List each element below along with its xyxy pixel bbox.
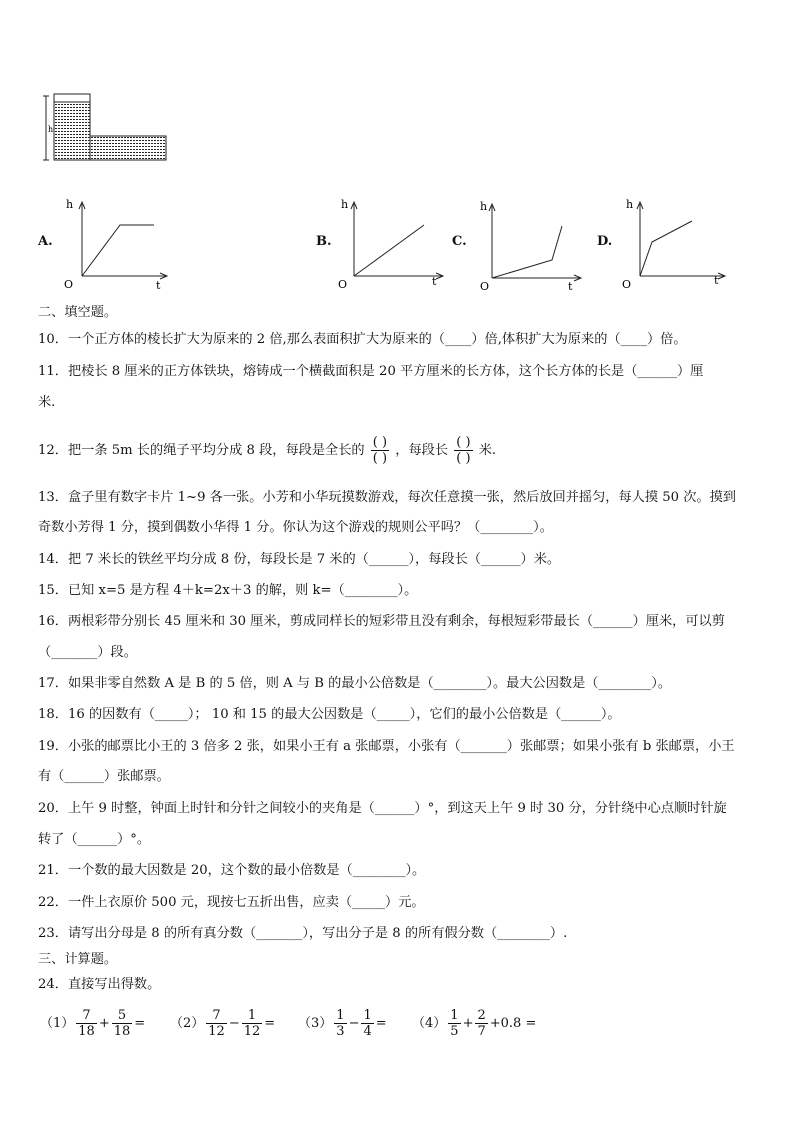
- calc-denominator: 12: [208, 1024, 225, 1039]
- option-b-label: B.: [316, 234, 332, 249]
- calc-item-label: （1）: [40, 1016, 75, 1031]
- question-18: 18．16 的因数有（_____）； 10 和 15 的最大公因数是（_____），它们的最小公倍数是（______）。: [38, 707, 621, 722]
- question-13-line1: 13．盒子里有数字卡片 1~9 各一张。小芳和小华玩摸数游戏，每次任意摸一张，然后放回并摇匀，每人摸 50 次。摸到: [38, 490, 736, 505]
- question-12-fraction-1: [371, 435, 389, 466]
- option-c-label: C.: [452, 234, 467, 249]
- fraction-1-denominator: ( ): [372, 451, 388, 466]
- option-d-label: D.: [597, 234, 613, 249]
- question-22: 22．一件上衣原价 500 元，现按七五折出售，应卖（_____）元。: [38, 895, 425, 910]
- option-b-axis-h: h: [341, 198, 349, 211]
- container-figure: [40, 92, 170, 164]
- calc-denominator: 12: [243, 1024, 261, 1039]
- option-c-origin: O: [480, 280, 490, 293]
- option-b-graph: [338, 196, 450, 292]
- calc-denominator: 5: [450, 1024, 459, 1039]
- option-a-label: A.: [38, 234, 53, 249]
- calc-item-label: （3）: [298, 1016, 333, 1031]
- calc-denominator: 7: [477, 1024, 486, 1039]
- question-17: 17．如果非零自然数 A 是 B 的 5 倍，则 A 与 B 的最小公倍数是（________）。最大公因数是（________）。: [38, 676, 672, 691]
- calc-operator: −: [348, 1016, 360, 1031]
- fraction-1-numerator: ( ): [372, 435, 388, 450]
- calc-operator: −: [228, 1016, 240, 1031]
- calc-item-1: [40, 1008, 145, 1039]
- calc-denominator: 3: [336, 1024, 345, 1039]
- option-b-origin: O: [338, 278, 348, 291]
- calc-numerator: 1: [450, 1008, 459, 1023]
- calc-item-2: [170, 1008, 275, 1039]
- option-c-graph: [478, 198, 590, 294]
- question-19-line1: 19．小张的邮票比小王的 3 倍多 2 张，如果小王有 a 张邮票，小张有（_______）张邮票；如果小张有 b 张邮票，小王: [38, 739, 735, 754]
- option-a-graph: [62, 196, 174, 292]
- option-a-axis-t: t: [156, 279, 161, 292]
- calc-operator: +: [462, 1016, 474, 1031]
- calc-numerator: 1: [363, 1008, 372, 1023]
- option-d-graph: [622, 196, 734, 292]
- question-21: 21．一个数的最大因数是 20，这个数的最小倍数是（________）。: [38, 863, 426, 878]
- question-12-text-a: 12．把一条 5m 长的绳子平均分成 8 段，每段是全长的: [38, 443, 365, 458]
- question-19-line2: 有（______）张邮票。: [38, 769, 170, 784]
- calc-item-label: （4）: [412, 1016, 447, 1031]
- question-10: 10．一个正方体的棱长扩大为原来的 2 倍,那么表面积扩大为原来的（____）倍,体积扩大为原来的（____）倍。: [38, 332, 687, 347]
- calc-numerator: 7: [206, 1008, 227, 1024]
- calc-numerator: 2: [477, 1008, 486, 1023]
- section-calc-heading: 三、计算题。: [38, 952, 118, 967]
- question-15: 15．已知 x=5 是方程 4＋k=2x＋3 的解，则 k=（________）。: [38, 583, 418, 598]
- question-12-text-c: 米.: [478, 443, 497, 458]
- question-12-fraction-2: [454, 435, 472, 466]
- question-20-line1: 20．上午 9 时整，钟面上时针和分针之间较小的夹角是（______）°，到这天上午 9 时 30 分，分针绕中心点顺时针旋: [38, 801, 727, 816]
- question-11-line2: 米.: [38, 395, 56, 410]
- calc-numerator: 7: [76, 1008, 97, 1024]
- option-d-axis-h: h: [626, 198, 634, 211]
- option-c-axis-t: t: [568, 280, 573, 293]
- question-23: 23．请写出分母是 8 的所有真分数（_______），写出分子是 8 的所有假分数（________）.: [38, 926, 568, 941]
- question-14: 14．把 7 米长的铁丝平均分成 8 份，每段长是 7 米的（______），每段长（______）米。: [38, 552, 561, 567]
- option-d-origin: O: [622, 278, 632, 291]
- option-a-origin: O: [64, 278, 74, 291]
- question-12-text-b: ，每段长: [395, 443, 449, 458]
- container-h-label: h: [48, 125, 54, 134]
- question-16-line1: 16．两根彩带分别长 45 厘米和 30 厘米，剪成同样长的短彩带且没有剩余，每根短彩带最长（______）厘米，可以剪: [38, 614, 725, 629]
- calc-numerator: 1: [336, 1008, 345, 1023]
- question-11-line1: 11．把棱长 8 厘米的正方体铁块，熔铸成一个横截面积是 20 平方厘米的长方体，这个长方体的长是（______）厘: [38, 364, 704, 379]
- calc-item-label: （2）: [170, 1016, 205, 1031]
- calc-operator: +: [98, 1016, 110, 1031]
- calc-denominator: 18: [113, 1024, 131, 1039]
- question-24: 24．直接写出得数。: [38, 977, 161, 992]
- fraction-2-denominator: ( ): [456, 451, 471, 466]
- calc-numerator: 1: [242, 1008, 263, 1024]
- option-c-axis-h: h: [480, 200, 488, 213]
- option-a-axis-h: h: [66, 198, 74, 211]
- calc-equals: +0.8 =: [489, 1016, 537, 1031]
- question-13-line2: 奇数小芳得 1 分，摸到偶数小华得 1 分。你认为这个游戏的规则公平吗？（________）。: [38, 520, 553, 535]
- calc-item-4: [412, 1008, 536, 1039]
- calc-numerator: 5: [112, 1008, 133, 1024]
- option-d-axis-t: t: [714, 274, 719, 287]
- calc-equals: =: [375, 1016, 387, 1031]
- calc-equals: =: [264, 1016, 276, 1031]
- question-20-line2: 转了（______）°。: [38, 832, 151, 847]
- option-b-axis-t: t: [432, 275, 437, 288]
- calc-item-3: [298, 1008, 387, 1039]
- calc-denominator: 18: [78, 1024, 95, 1039]
- question-16-line2: （_______）段。: [38, 645, 137, 660]
- section-fill-heading: 二、填空题。: [38, 305, 118, 320]
- calc-equals: =: [134, 1016, 146, 1031]
- calc-denominator: 4: [363, 1024, 372, 1039]
- question-12: [38, 432, 496, 470]
- fraction-2-numerator: ( ): [456, 435, 471, 450]
